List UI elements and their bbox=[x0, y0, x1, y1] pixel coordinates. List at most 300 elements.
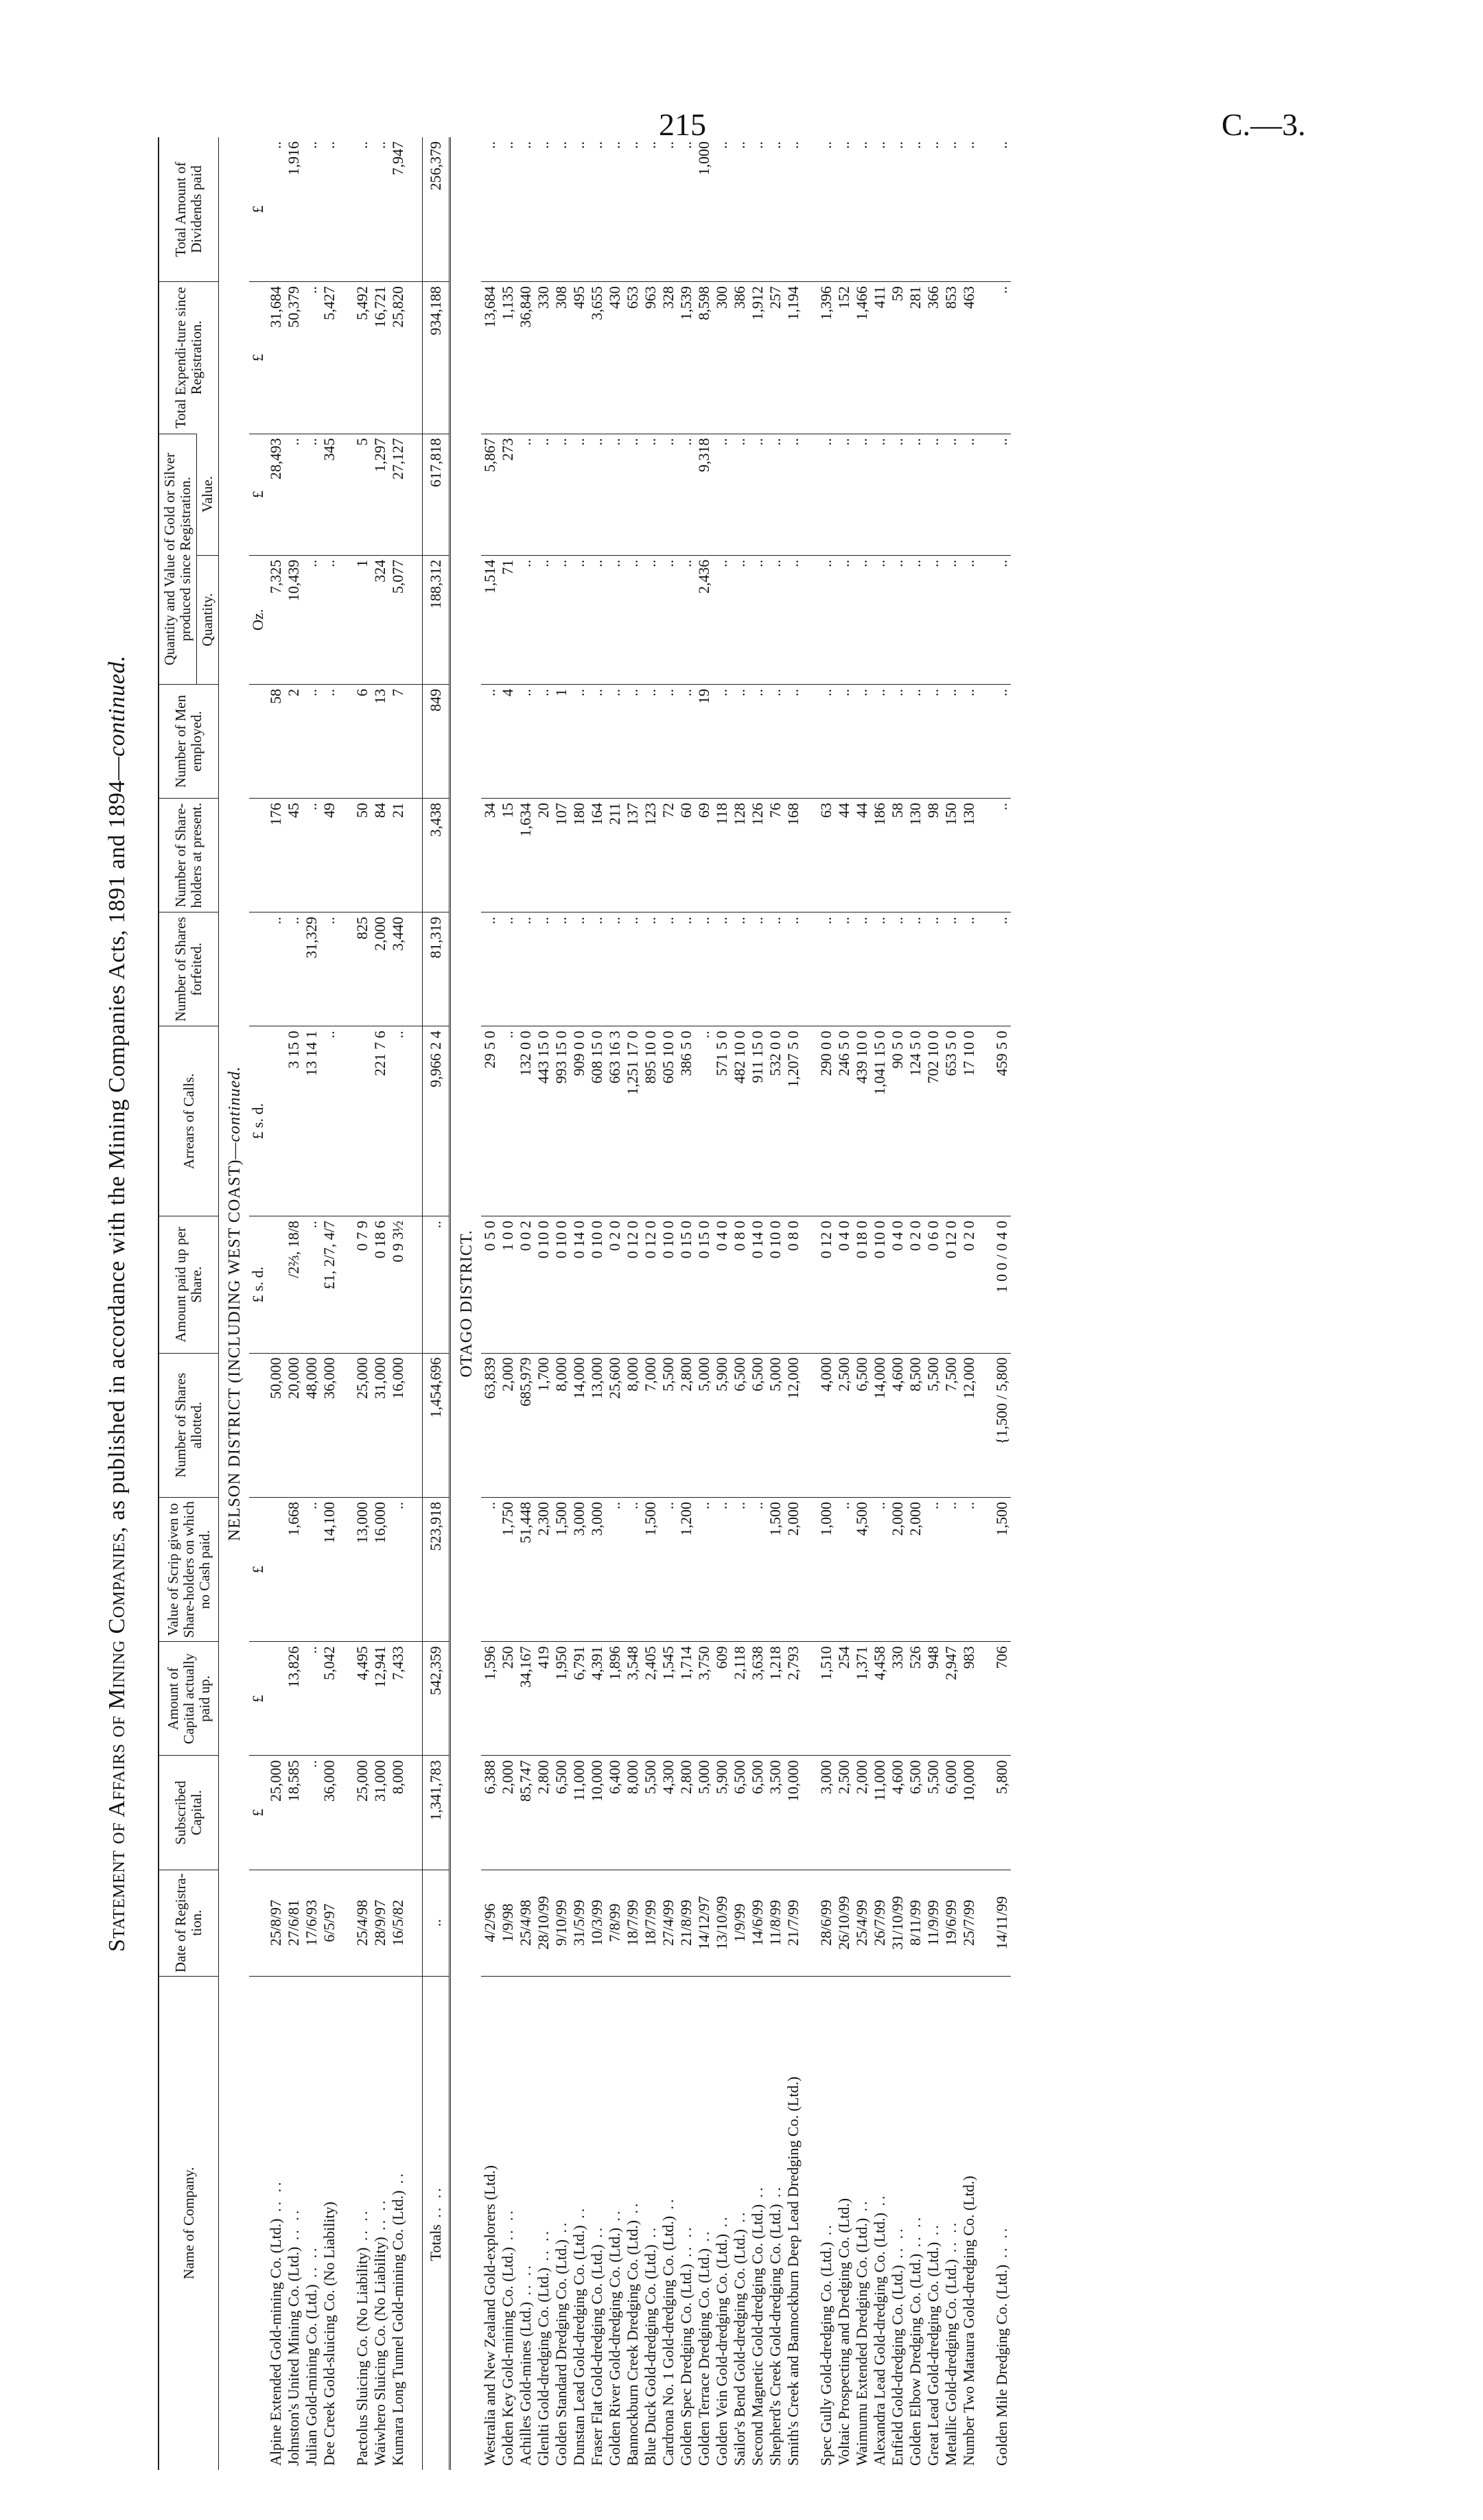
cell-subscribed: 10,000 bbox=[588, 1756, 606, 1870]
leader-dots: .. .. bbox=[889, 2226, 906, 2265]
cell-quantity: 71 bbox=[499, 555, 517, 684]
leader-dots: .. bbox=[853, 2198, 870, 2218]
spacer-cell bbox=[978, 555, 993, 684]
cell-quantity: .. bbox=[535, 555, 552, 684]
cell-paid-up: .. bbox=[303, 1642, 320, 1756]
company-name-cell bbox=[835, 1976, 853, 2470]
company-row bbox=[695, 137, 713, 2470]
cell-arrears: 653 5 0 bbox=[942, 1026, 960, 1216]
cell-shares: 5,900 bbox=[713, 1353, 731, 1497]
cell-value: 345 bbox=[320, 434, 338, 555]
company-row bbox=[960, 137, 978, 2470]
cell-holders: 211 bbox=[606, 799, 624, 912]
cell-shares: 13,000 bbox=[588, 1353, 606, 1497]
cell-dividends: .. bbox=[853, 141, 870, 149]
cell-forfeited: .. bbox=[642, 912, 659, 1026]
leader-dots: .. .. bbox=[303, 2245, 320, 2285]
cell-dividends: .. bbox=[588, 141, 605, 149]
cell-men: .. bbox=[570, 685, 588, 799]
cell-forfeited: .. bbox=[960, 912, 978, 1026]
unit-label: Oz. bbox=[249, 555, 267, 684]
company-name: Golden Spec Dredging Co. (Ltd.) bbox=[677, 2263, 694, 2466]
spacer-cell bbox=[978, 434, 993, 555]
leader-dots: .. bbox=[767, 2184, 784, 2204]
cell-per-share: 0 12 0 bbox=[624, 1216, 642, 1353]
cell-per-share: 0 4 0 bbox=[713, 1216, 731, 1353]
cell-holders: 126 bbox=[749, 799, 767, 912]
cell-paid-up: 1,596 bbox=[481, 1642, 499, 1756]
cell-forfeited: .. bbox=[784, 912, 802, 1026]
cell-expenditure: 300 bbox=[713, 282, 731, 434]
cell-men: .. bbox=[993, 685, 1011, 799]
cell-scrip: 16,000 bbox=[371, 1497, 389, 1641]
cell-value: .. bbox=[713, 434, 731, 555]
cell-value: 1,297 bbox=[371, 434, 389, 555]
cell-date: 21/7/99 bbox=[784, 1870, 802, 1976]
company-name-cell bbox=[267, 1976, 285, 2470]
cell-holders: 176 bbox=[267, 799, 285, 912]
spacer-cell bbox=[978, 1026, 993, 1216]
cell-holders: 34 bbox=[481, 799, 499, 912]
cell-expenditure: 328 bbox=[659, 282, 677, 434]
cell-men: .. bbox=[606, 685, 624, 799]
cell-shares: 12,000 bbox=[784, 1353, 802, 1497]
cell-expenditure: 853 bbox=[942, 282, 960, 434]
cell-arrears: 459 5 0 bbox=[993, 1026, 1011, 1216]
company-name-cell bbox=[659, 1976, 677, 2470]
cell-holders: .. bbox=[303, 799, 320, 912]
total-arrears: 9,966 2 4 bbox=[423, 1026, 450, 1216]
cell-subscribed: 36,000 bbox=[320, 1756, 338, 1870]
leader-dots: .. bbox=[817, 2222, 834, 2242]
cell-subscribed: 6,400 bbox=[606, 1756, 624, 1870]
cell-dividends: .. bbox=[642, 141, 659, 149]
company-name-cell bbox=[588, 1976, 606, 2470]
company-name: Voltaic Prospecting and Dredging Co. (Ltd.) bbox=[835, 2198, 852, 2466]
cell-arrears: 605 10 0 bbox=[659, 1026, 677, 1216]
cell-quantity: 5,077 bbox=[389, 555, 407, 684]
company-name: Spec Gully Gold-dredging Co. (Ltd.) bbox=[817, 2241, 834, 2466]
cell-holders: 69 bbox=[695, 799, 713, 912]
cell-paid-up: 34,167 bbox=[517, 1642, 535, 1756]
leader-dots: .. bbox=[606, 2208, 623, 2228]
cell-holders: 150 bbox=[942, 799, 960, 912]
cell-quantity: .. bbox=[320, 555, 338, 684]
cell-holders: .. bbox=[993, 799, 1011, 912]
cell-holders: 45 bbox=[285, 799, 303, 912]
leader-dots: .. bbox=[749, 2185, 766, 2204]
cell-scrip: 13,000 bbox=[353, 1497, 371, 1641]
cell-quantity: 1 bbox=[353, 555, 371, 684]
cell-dividends: 1,000 bbox=[695, 141, 712, 176]
cell-value: .. bbox=[924, 434, 942, 555]
company-name: Blue Duck Gold-dredging Co. (Ltd.) bbox=[642, 2244, 659, 2466]
cell-men: .. bbox=[889, 685, 907, 799]
cell-dividends: .. bbox=[481, 141, 498, 149]
cell-paid-up: 1,510 bbox=[817, 1642, 835, 1756]
company-name: Metallic Gold-dredging Co. (Ltd.) bbox=[942, 2259, 959, 2466]
cell-dividends: .. bbox=[371, 141, 388, 149]
cell-scrip: .. bbox=[303, 1497, 320, 1641]
cell-shares: 48,000 bbox=[303, 1353, 320, 1497]
spacer-cell bbox=[978, 1756, 993, 1870]
cell-date: 1/9/99 bbox=[731, 1870, 749, 1976]
cell-scrip: .. bbox=[749, 1497, 767, 1641]
cell-holders: 44 bbox=[835, 799, 853, 912]
company-name: Pactolus Sluicing Co. (No Liability) bbox=[353, 2247, 371, 2466]
cell-date: 25/4/99 bbox=[853, 1870, 871, 1976]
leader-dots: .. bbox=[731, 2209, 748, 2230]
cell-quantity: .. bbox=[767, 555, 784, 684]
spacer-cell bbox=[802, 1976, 817, 2470]
cell-date: 27/6/81 bbox=[285, 1870, 303, 1976]
cell-date: 28/9/97 bbox=[371, 1870, 389, 1976]
cell-scrip: 3,000 bbox=[570, 1497, 588, 1641]
company-name: Golden Standard Dredging Co. (Ltd.) bbox=[552, 2239, 570, 2466]
cell-per-share: 0 14 0 bbox=[749, 1216, 767, 1353]
spacer-cell bbox=[407, 1976, 423, 2470]
cell-paid-up: 250 bbox=[499, 1642, 517, 1756]
cell-quantity: .. bbox=[924, 555, 942, 684]
header-arrears: Arrears of Calls. bbox=[159, 1026, 219, 1216]
cell-subscribed: 5,900 bbox=[713, 1756, 731, 1870]
cell-per-share: 0 12 0 bbox=[817, 1216, 835, 1353]
cell-date: 18/7/99 bbox=[624, 1870, 642, 1976]
company-name-cell bbox=[749, 1976, 767, 2470]
spacer-cell bbox=[802, 555, 817, 684]
totals-row bbox=[423, 137, 450, 2470]
cell-dividends: .. bbox=[713, 141, 730, 149]
leader-dots: .. .. bbox=[517, 2263, 534, 2303]
cell-holders: 107 bbox=[552, 799, 570, 912]
cell-forfeited: .. bbox=[767, 912, 784, 1026]
spacer-cell bbox=[802, 1642, 817, 1756]
spacer-cell bbox=[802, 799, 817, 912]
cell-dividends: .. bbox=[889, 141, 906, 149]
cell-men: .. bbox=[320, 685, 338, 799]
cell-per-share: 0 15 0 bbox=[695, 1216, 713, 1353]
company-name: Glenlti Gold-dredging Co. (Ltd.) bbox=[535, 2267, 552, 2466]
cell-per-share: 0 0 2 bbox=[517, 1216, 535, 1353]
company-name-cell bbox=[570, 1976, 588, 2470]
cell-arrears: 1,207 5 0 bbox=[784, 1026, 802, 1216]
company-name-cell bbox=[552, 1976, 570, 2470]
cell-scrip: 2,000 bbox=[889, 1497, 907, 1641]
spacer-cell bbox=[407, 137, 423, 282]
leader-dots: .. bbox=[659, 2196, 677, 2216]
cell-arrears: 702 10 0 bbox=[924, 1026, 942, 1216]
company-row bbox=[993, 137, 1011, 2470]
leader-dots: .. bbox=[570, 2205, 587, 2226]
cell-dividends: .. bbox=[267, 141, 284, 149]
cell-subscribed: 6,500 bbox=[731, 1756, 749, 1870]
cell-holders: 21 bbox=[389, 799, 407, 912]
cell-men: .. bbox=[749, 685, 767, 799]
cell-per-share: 0 12 0 bbox=[642, 1216, 659, 1353]
cell-forfeited: 31,329 bbox=[303, 912, 320, 1026]
header-gold-group: Quantity and Value of Gold or Silver produced since Registration. bbox=[159, 434, 197, 684]
cell-expenditure: 50,379 bbox=[285, 282, 303, 434]
cell-dividends: .. bbox=[817, 141, 834, 149]
cell-holders: 76 bbox=[767, 799, 784, 912]
cell-expenditure: 653 bbox=[624, 282, 642, 434]
spacer-cell bbox=[978, 1353, 993, 1497]
cell-holders: 186 bbox=[871, 799, 889, 912]
cell-date: 14/6/99 bbox=[749, 1870, 767, 1976]
cell-scrip: 2,000 bbox=[907, 1497, 924, 1641]
cell-dividends: .. bbox=[517, 141, 534, 149]
cell-subscribed: 2,000 bbox=[853, 1756, 871, 1870]
total-scrip: 523,918 bbox=[423, 1497, 450, 1641]
company-name: Second Magnetic Gold-dredging Co. (Ltd.) bbox=[749, 2204, 766, 2466]
cell-value: .. bbox=[535, 434, 552, 555]
cell-scrip: 2,000 bbox=[784, 1497, 802, 1641]
caption-prefix: Statement of Affairs of Mining Companies bbox=[104, 1532, 130, 1952]
units-cell-blank bbox=[249, 912, 267, 1026]
spacer-cell bbox=[802, 1026, 817, 1216]
cell-holders: 98 bbox=[924, 799, 942, 912]
company-name-cell bbox=[606, 1976, 624, 2470]
cell-subscribed: 3,500 bbox=[767, 1756, 784, 1870]
cell-scrip: 4,500 bbox=[853, 1497, 871, 1641]
company-name: Number Two Mataura Gold-dredging Co. (Ltd.) bbox=[960, 2176, 977, 2466]
header-holders: Number of Share-holders at present. bbox=[159, 799, 219, 912]
cell-men: .. bbox=[960, 685, 978, 799]
cell-value: .. bbox=[942, 434, 960, 555]
cell-holders: 130 bbox=[960, 799, 978, 912]
cell-scrip: 1,000 bbox=[817, 1497, 835, 1641]
company-name-cell bbox=[371, 1976, 389, 2470]
cell-per-share: 0 14 0 bbox=[570, 1216, 588, 1353]
cell-shares: 12,000 bbox=[960, 1353, 978, 1497]
cell-shares: 50,000 bbox=[267, 1353, 285, 1497]
cell-forfeited: .. bbox=[570, 912, 588, 1026]
cell-date: 11/8/99 bbox=[767, 1870, 784, 1976]
cell-expenditure: 3,655 bbox=[588, 282, 606, 434]
cell-expenditure: 13,684 bbox=[481, 282, 499, 434]
company-row bbox=[907, 137, 924, 2470]
cell-forfeited: .. bbox=[499, 912, 517, 1026]
cell-men: 13 bbox=[371, 685, 389, 799]
cell-dividends: .. bbox=[942, 141, 959, 149]
cell-forfeited: .. bbox=[695, 912, 713, 1026]
company-row bbox=[924, 137, 942, 2470]
spacer-cell bbox=[407, 799, 423, 912]
cell-dividends: .. bbox=[871, 141, 888, 149]
cell-paid-up: 1,896 bbox=[606, 1642, 624, 1756]
company-name-cell bbox=[535, 1976, 552, 2470]
company-row bbox=[889, 137, 907, 2470]
cell-quantity: .. bbox=[303, 555, 320, 684]
cell-subscribed: 6,500 bbox=[552, 1756, 570, 1870]
cell-shares: 36,000 bbox=[320, 1353, 338, 1497]
cell-men: .. bbox=[642, 685, 659, 799]
cell-expenditure: .. bbox=[303, 282, 320, 434]
company-name-cell bbox=[960, 1976, 978, 2470]
company-row bbox=[749, 137, 767, 2470]
cell-men: 4 bbox=[499, 685, 517, 799]
cell-subscribed: 5,800 bbox=[993, 1756, 1011, 1870]
cell-value: .. bbox=[889, 434, 907, 555]
cell-forfeited: .. bbox=[871, 912, 889, 1026]
cell-value: .. bbox=[285, 434, 303, 555]
leader-dots: .. .. bbox=[499, 2208, 516, 2248]
cell-men: .. bbox=[481, 685, 499, 799]
spacer-row bbox=[407, 137, 423, 2470]
leader-dots: .. bbox=[695, 2228, 712, 2249]
spacer-cell bbox=[407, 1026, 423, 1216]
spacer-cell bbox=[802, 912, 817, 1026]
cell-per-share: 0 8 0 bbox=[731, 1216, 749, 1353]
cell-date: 26/7/99 bbox=[871, 1870, 889, 1976]
cell-forfeited: .. bbox=[835, 912, 853, 1026]
header-expenditure: Total Expendi-ture since Registration. bbox=[159, 282, 219, 434]
cell-arrears: 608 15 0 bbox=[588, 1026, 606, 1216]
cell-paid-up: 526 bbox=[907, 1642, 924, 1756]
cell-paid-up: 3,638 bbox=[749, 1642, 767, 1756]
spacer-cell bbox=[978, 1497, 993, 1641]
cell-paid-up: 609 bbox=[713, 1642, 731, 1756]
spacer-cell bbox=[978, 1870, 993, 1976]
cell-date: 25/7/99 bbox=[960, 1870, 978, 1976]
company-name: Golden Elbow Dredging Co. (Ltd.) bbox=[907, 2253, 924, 2466]
cell-per-share: 0 10 0 bbox=[767, 1216, 784, 1353]
leader-dots: .. .. bbox=[993, 2225, 1010, 2265]
spacer-cell bbox=[338, 1642, 353, 1756]
company-row bbox=[389, 137, 407, 2470]
cell-paid-up: 3,750 bbox=[695, 1642, 713, 1756]
cell-arrears: 439 10 0 bbox=[853, 1026, 871, 1216]
cell-holders: 44 bbox=[853, 799, 871, 912]
cell-expenditure: 1,466 bbox=[853, 282, 871, 434]
cell-men: .. bbox=[659, 685, 677, 799]
spacer-cell bbox=[978, 1976, 993, 2470]
cell-men: .. bbox=[517, 685, 535, 799]
cell-holders: 118 bbox=[713, 799, 731, 912]
cell-value: .. bbox=[993, 434, 1011, 555]
cell-men: 1 bbox=[552, 685, 570, 799]
cell-value: 5,867 bbox=[481, 434, 499, 555]
cell-paid-up: 419 bbox=[535, 1642, 552, 1756]
cell-arrears: 246 5 0 bbox=[835, 1026, 853, 1216]
cell-men: 7 bbox=[389, 685, 407, 799]
spacer-cell bbox=[338, 685, 353, 799]
company-row bbox=[499, 137, 517, 2470]
company-row bbox=[624, 137, 642, 2470]
cell-per-share: £1, 2/7, 4/7 bbox=[320, 1216, 338, 1353]
cell-expenditure: 963 bbox=[642, 282, 659, 434]
cell-men: 58 bbox=[267, 685, 285, 799]
company-name: Kumara Long Tunnel Gold-mining Co. (Ltd.) bbox=[389, 2190, 406, 2466]
company-row bbox=[871, 137, 889, 2470]
cell-shares: 8,500 bbox=[907, 1353, 924, 1497]
cell-shares: 2,000 bbox=[499, 1353, 517, 1497]
section-title: NELSON DISTRICT (INCLUDING WEST COAST)— bbox=[226, 1142, 244, 1542]
cell-quantity: 10,439 bbox=[285, 555, 303, 684]
cell-scrip: .. bbox=[624, 1497, 642, 1641]
cell-expenditure: 152 bbox=[835, 282, 853, 434]
cell-quantity: .. bbox=[817, 555, 835, 684]
company-name-cell bbox=[784, 1976, 802, 2470]
cell-per-share: 0 7 9 bbox=[353, 1216, 371, 1353]
total-dividends: 256,379 bbox=[423, 137, 450, 282]
spacer-cell bbox=[407, 282, 423, 434]
spacer-cell bbox=[802, 137, 817, 282]
cell-arrears: 29 5 0 bbox=[481, 1026, 499, 1216]
section-title: OTAGO DISTRICT. bbox=[458, 1229, 476, 1378]
cell-per-share: 0 9 3½ bbox=[389, 1216, 407, 1353]
header-shares-allotted: Number of Shares allotted. bbox=[159, 1353, 219, 1497]
company-row bbox=[353, 137, 371, 2470]
cell-value: .. bbox=[588, 434, 606, 555]
cell-men: .. bbox=[624, 685, 642, 799]
cell-expenditure: 8,598 bbox=[695, 282, 713, 434]
company-name-cell bbox=[517, 1976, 535, 2470]
cell-value: 273 bbox=[499, 434, 517, 555]
cell-quantity: .. bbox=[853, 555, 871, 684]
cell-shares: 14,000 bbox=[570, 1353, 588, 1497]
cell-arrears: 663 16 3 bbox=[606, 1026, 624, 1216]
cell-scrip: .. bbox=[713, 1497, 731, 1641]
cell-forfeited: .. bbox=[285, 912, 303, 1026]
cell-arrears: 3 15 0 bbox=[285, 1026, 303, 1216]
cell-men: .. bbox=[784, 685, 802, 799]
cell-per-share: 0 6 0 bbox=[924, 1216, 942, 1353]
company-name-cell bbox=[713, 1976, 731, 2470]
company-name: Waimumu Extended Dredging Co. (Ltd.) bbox=[853, 2217, 870, 2466]
cell-subscribed: 6,500 bbox=[749, 1756, 767, 1870]
cell-paid-up: 983 bbox=[960, 1642, 978, 1756]
company-row bbox=[713, 137, 731, 2470]
cell-per-share: 0 2 0 bbox=[606, 1216, 624, 1353]
cell-date: 9/10/99 bbox=[552, 1870, 570, 1976]
cell-forfeited: .. bbox=[889, 912, 907, 1026]
cell-arrears bbox=[267, 1026, 285, 1216]
company-row bbox=[570, 137, 588, 2470]
cell-date: 27/4/99 bbox=[659, 1870, 677, 1976]
cell-dividends: .. bbox=[731, 141, 748, 149]
cell-arrears: .. bbox=[695, 1026, 713, 1216]
spacer-cell bbox=[407, 1756, 423, 1870]
cell-quantity: .. bbox=[749, 555, 767, 684]
cell-forfeited: .. bbox=[320, 912, 338, 1026]
company-name-cell bbox=[942, 1976, 960, 2470]
spacer-cell bbox=[338, 1976, 353, 2470]
cell-men: .. bbox=[303, 685, 320, 799]
cell-arrears: 482 10 0 bbox=[731, 1026, 749, 1216]
cell-arrears: 386 5 0 bbox=[677, 1026, 695, 1216]
cell-quantity: .. bbox=[993, 555, 1011, 684]
spacer-cell bbox=[338, 1497, 353, 1641]
cell-expenditure: 1,912 bbox=[749, 282, 767, 434]
cell-scrip: 1,500 bbox=[993, 1497, 1011, 1641]
spacer-cell bbox=[978, 1216, 993, 1353]
cell-date: 4/2/96 bbox=[481, 1870, 499, 1976]
company-name: Dunstan Lead Gold-dredging Co. (Ltd.) bbox=[570, 2225, 587, 2466]
cell-arrears: 909 0 0 bbox=[570, 1026, 588, 1216]
cell-men: .. bbox=[677, 685, 695, 799]
cell-dividends: .. bbox=[924, 141, 942, 149]
cell-forfeited: .. bbox=[677, 912, 695, 1026]
cell-per-share: 1 0 0 / 0 4 0 bbox=[993, 1216, 1011, 1353]
leader-dots: .. bbox=[552, 2219, 570, 2240]
cell-dividends: .. bbox=[677, 141, 694, 149]
cell-arrears: 290 0 0 bbox=[817, 1026, 835, 1216]
spacer-cell bbox=[338, 1353, 353, 1497]
cell-subscribed: 6,000 bbox=[942, 1756, 960, 1870]
cell-scrip: 1,500 bbox=[767, 1497, 784, 1641]
company-row bbox=[552, 137, 570, 2470]
